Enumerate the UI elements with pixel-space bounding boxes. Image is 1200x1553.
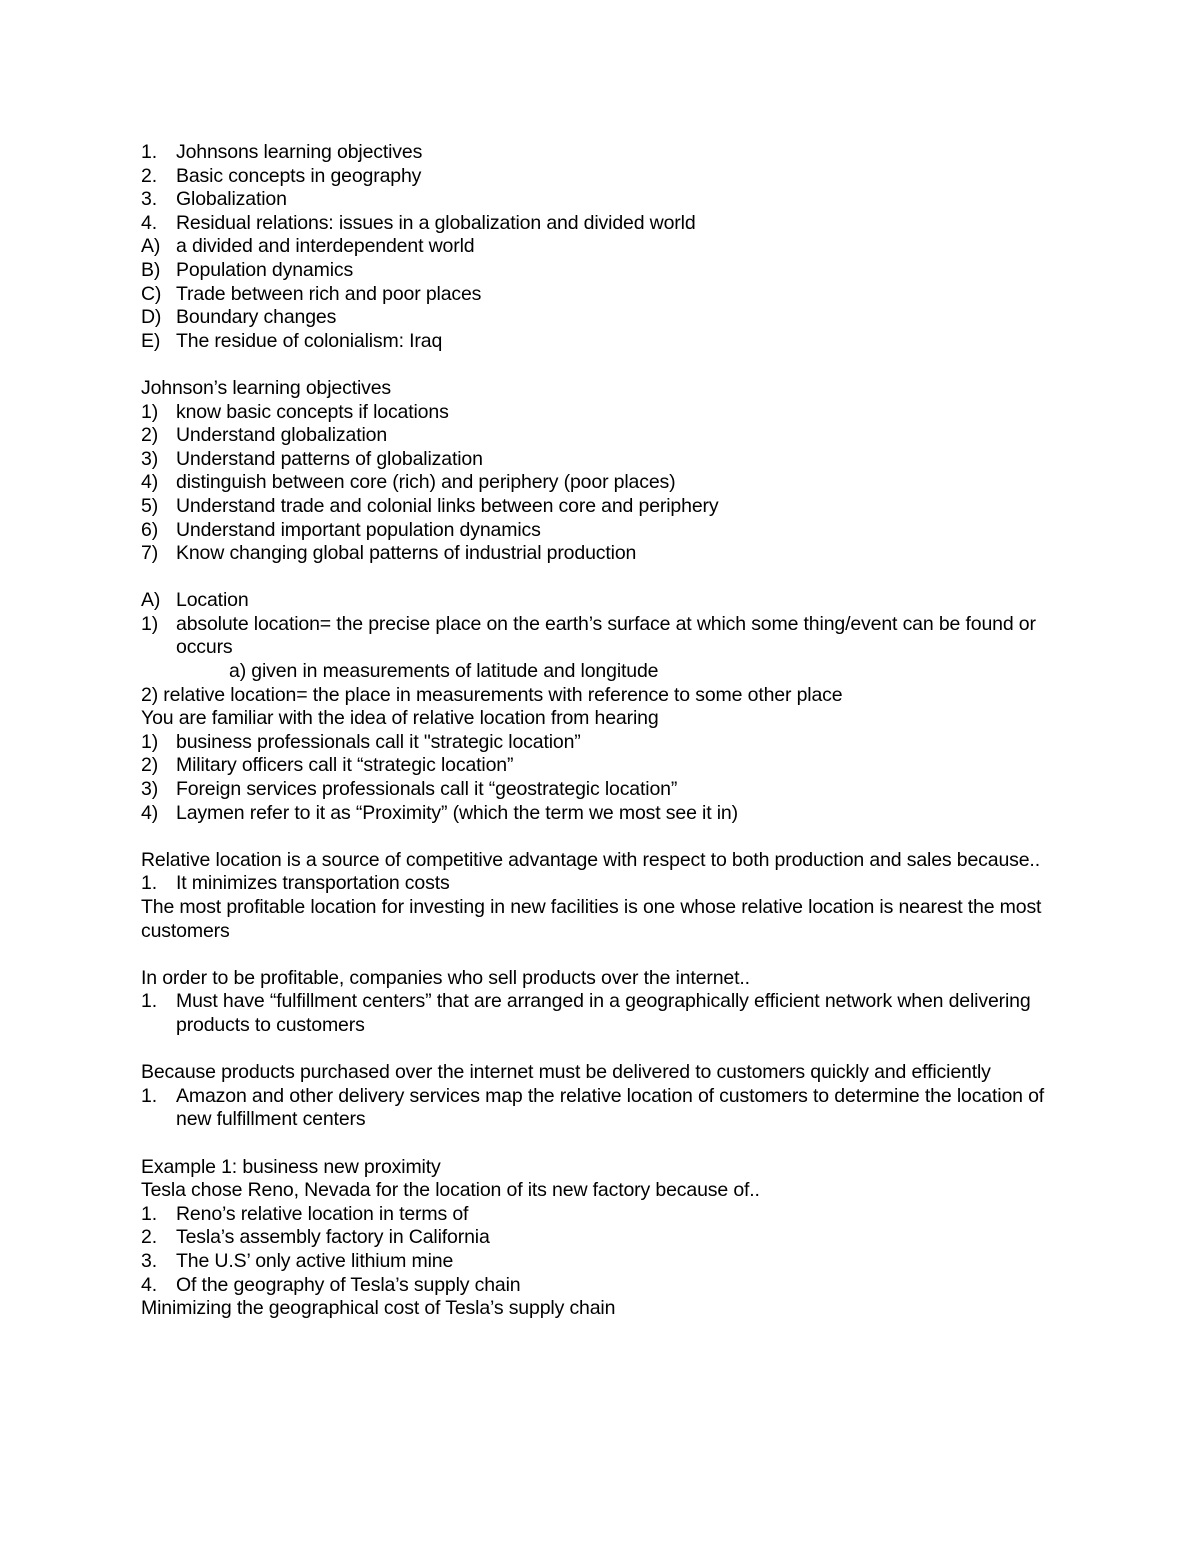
list-item: 2. Tesla’s assembly factory in California [141, 1226, 490, 1249]
spacer [141, 825, 1071, 849]
list-item: E) The residue of colonialism: Iraq [141, 329, 443, 352]
list-item: 5) Understand trade and colonial links between core and periphery [141, 494, 719, 517]
section-heading: A) Location [141, 589, 249, 612]
list-item: A) a divided and interdependent world [141, 235, 475, 258]
list-item: 3) Understand patterns of globalization [141, 447, 483, 470]
delivery-section [141, 1061, 1071, 1132]
list-item: 1) know basic concepts if locations [141, 400, 449, 423]
location-section [141, 589, 1071, 825]
paragraph: 2) relative location= the place in measurements with reference to some other place [141, 683, 843, 706]
list-item: 3. Globalization [141, 188, 287, 211]
list-item: 4) distinguish between core (rich) and periphery (poor places) [141, 471, 676, 494]
list-item: 1. Reno’s relative location in terms of [141, 1202, 469, 1225]
list-item: 1. Must have “fulfillment centers” that are arranged in a geographically efficient network when delivering products to customers [141, 990, 1031, 1036]
sub-item: a) given in measurements of latitude and longitude [229, 660, 659, 683]
list-item: 3) Foreign services professionals call it “geostrategic location” [141, 778, 678, 801]
internet-section [141, 967, 1071, 1038]
advantage-section [141, 849, 1071, 943]
list-item: B) Population dynamics [141, 258, 354, 281]
list-item: 1. Amazon and other delivery services map the relative location of customers to determine the location of new fulfillment centers [141, 1084, 1045, 1131]
paragraph: In order to be profitable, companies who sell products over the internet.. [141, 966, 750, 989]
paragraph: You are familiar with the idea of relative location from hearing [141, 707, 659, 730]
list-item: 2) Understand globalization [141, 424, 388, 447]
paragraph: Tesla chose Reno, Nevada for the location of its new factory because of.. [141, 1179, 760, 1202]
list-item: 4. Residual relations: issues in a globalization and divided world [141, 211, 696, 234]
list-item: 3. The U.S’ only active lithium mine [141, 1249, 454, 1272]
spacer [141, 1132, 1071, 1156]
paragraph: Relative location is a source of competitive advantage with respect to both production and sales because.. [141, 848, 1040, 871]
spacer [141, 1038, 1071, 1062]
spacer [141, 943, 1071, 967]
spacer [141, 566, 1071, 590]
list-item: 4) Laymen refer to it as “Proximity” (which the term we most see it in) [141, 801, 738, 824]
example-section [141, 1156, 1071, 1321]
list-item: 2. Basic concepts in geography [141, 164, 422, 187]
list-item: 1. Johnsons learning objectives [141, 141, 423, 163]
outline-list [141, 141, 1071, 353]
list-item: 1. It minimizes transportation costs [141, 872, 450, 895]
list-item: 1) absolute location= the precise place on the earth’s surface at which some thing/event can be found or occurs [141, 612, 1036, 659]
objectives-section [141, 377, 1071, 566]
list-item: 6) Understand important population dynamics [141, 518, 541, 541]
list-item: 4. Of the geography of Tesla’s supply chain [141, 1273, 521, 1296]
list-item: 2) Military officers call it “strategic location” [141, 754, 514, 777]
section-heading: Example 1: business new proximity [141, 1155, 441, 1178]
paragraph: Minimizing the geographical cost of Tesla’s supply chain [141, 1297, 616, 1320]
paragraph: Because products purchased over the internet must be delivered to customers quickly and efficiently [141, 1061, 991, 1084]
spacer [141, 353, 1071, 377]
section-heading: Johnson’s learning objectives [141, 376, 392, 399]
list-item: 7) Know changing global patterns of industrial production [141, 542, 637, 565]
list-item: D) Boundary changes [141, 306, 337, 329]
list-item: 1) business professionals call it "strategic location” [141, 730, 581, 753]
list-item: C) Trade between rich and poor places [141, 282, 482, 305]
paragraph: The most profitable location for investing in new facilities is one whose relative location is nearest the most customers [141, 896, 1042, 942]
document-body [141, 141, 1071, 1321]
